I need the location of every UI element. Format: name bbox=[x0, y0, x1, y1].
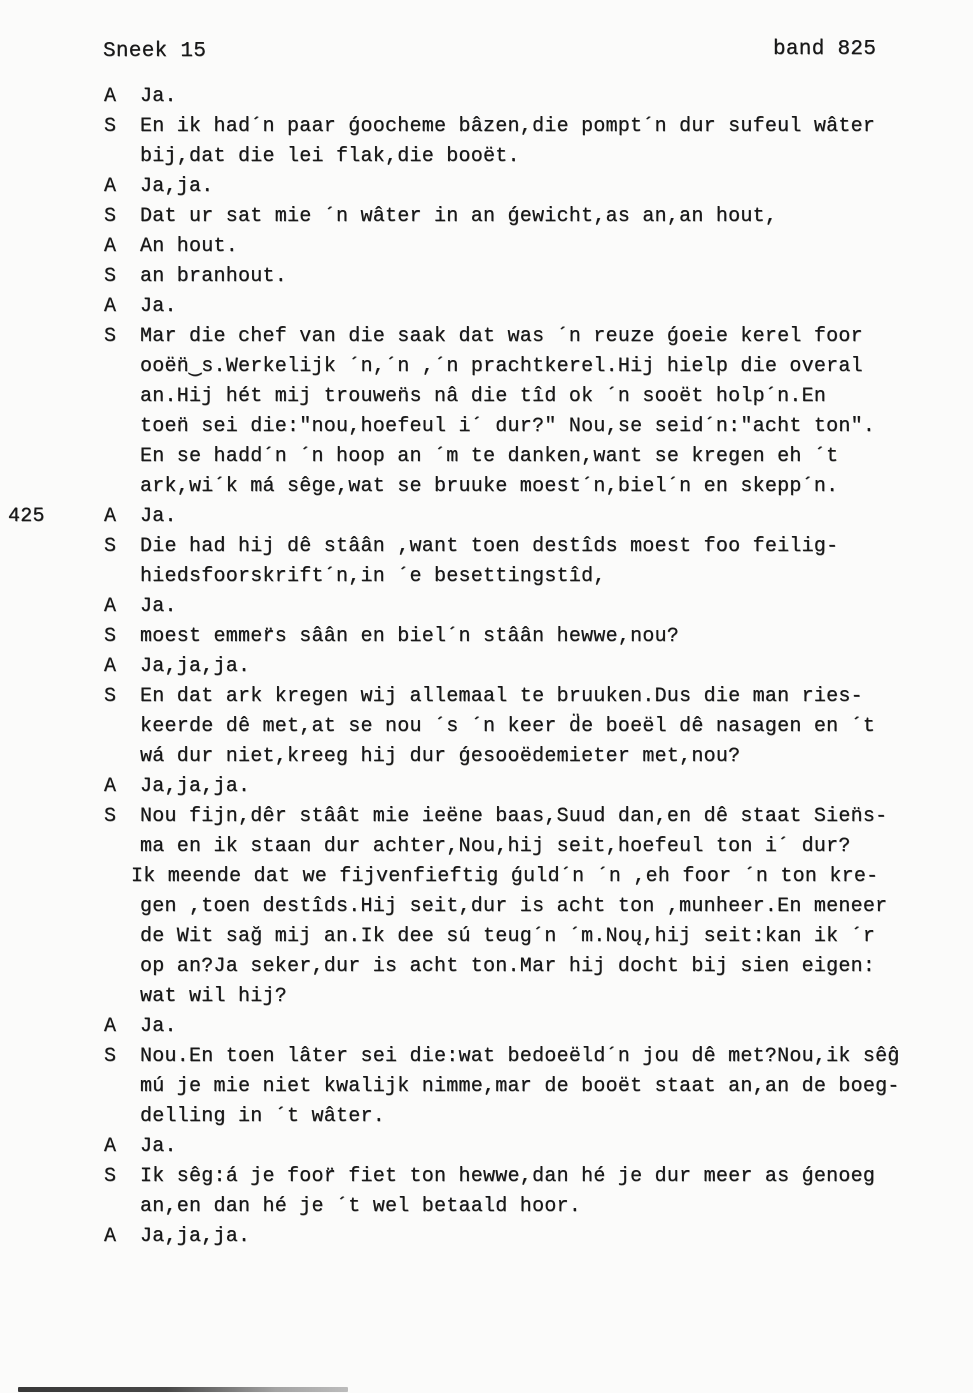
line-text: Ja,ja,ja. bbox=[140, 775, 251, 798]
speaker-label: A bbox=[104, 1015, 117, 1038]
speaker-label: A bbox=[104, 655, 117, 678]
line-text: an branhout. bbox=[140, 265, 288, 288]
speaker-label: A bbox=[104, 295, 117, 318]
transcript-line bbox=[0, 1042, 973, 1072]
transcript-line bbox=[0, 1102, 973, 1132]
speaker-label: A bbox=[104, 1225, 117, 1248]
transcript-line bbox=[0, 352, 973, 382]
line-text: Ik meende dat we fijvenfieftig ǵuld´n ´n ,eh foor ´n ton kre- bbox=[131, 865, 879, 888]
transcript-line bbox=[0, 412, 973, 442]
transcript-line bbox=[0, 1132, 973, 1162]
line-text: Ja,ja. bbox=[140, 175, 214, 198]
speaker-label: S bbox=[104, 1165, 117, 1188]
speaker-label: S bbox=[104, 685, 117, 708]
transcript-line bbox=[0, 742, 973, 772]
transcript-line bbox=[0, 682, 973, 712]
line-text: Ik sêg:á je foor̈ fiet ton hewwe,dan hé je dur meer as ǵenoeg bbox=[140, 1165, 876, 1188]
line-text: delling in ´t wâter. bbox=[140, 1105, 386, 1128]
transcript-line bbox=[0, 172, 973, 202]
line-text: En se hadd´n ´n hoop an ´m te danken,want se kregen eh ´t bbox=[140, 445, 839, 468]
line-text: Mar die chef van die saak dat was ´n reuze ǵoeie kerel foor bbox=[140, 325, 863, 348]
scan-artifact-bottom bbox=[18, 1387, 348, 1392]
transcript-line bbox=[0, 112, 973, 142]
line-text: bij,dat die lei flak,die booët. bbox=[140, 145, 520, 168]
transcript-body bbox=[0, 82, 973, 1252]
transcript-line bbox=[0, 1192, 973, 1222]
line-text: ooën̈‿s.Werkelijk ´n,´n ,´n prachtkerel.Hij hielp die overal bbox=[140, 355, 863, 378]
line-text: An hout. bbox=[140, 235, 239, 258]
transcript-line bbox=[0, 982, 973, 1012]
transcript-line bbox=[0, 772, 973, 802]
transcript-line bbox=[0, 802, 973, 832]
speaker-label: S bbox=[104, 205, 117, 228]
speaker-label: S bbox=[104, 535, 117, 558]
line-text: Ja. bbox=[140, 1015, 177, 1038]
speaker-label: S bbox=[104, 805, 117, 828]
line-text: Ja,ja,ja. bbox=[140, 655, 251, 678]
band-number: band 825 bbox=[773, 38, 877, 61]
transcript-line bbox=[0, 442, 973, 472]
transcript-line bbox=[0, 712, 973, 742]
line-text: an,en dan hé je ´t wel betaald hoor. bbox=[140, 1195, 582, 1218]
speaker-label: A bbox=[104, 595, 117, 618]
line-text: wat wil hij? bbox=[140, 985, 288, 1008]
transcript-line bbox=[0, 232, 973, 262]
transcript-line bbox=[0, 322, 973, 352]
speaker-label: A bbox=[104, 235, 117, 258]
line-text: Ja. bbox=[140, 85, 177, 108]
transcript-line bbox=[0, 562, 973, 592]
transcript-line bbox=[0, 142, 973, 172]
speaker-label: A bbox=[104, 505, 117, 528]
line-text: Ja. bbox=[140, 505, 177, 528]
margin-line-number: 425 bbox=[8, 505, 45, 528]
line-text: de Wit sağ mij an.Ik dee sú teug´n ´m.Noų,hij seit:kan ik ´r bbox=[140, 925, 876, 948]
transcript-line bbox=[0, 1222, 973, 1252]
speaker-label: A bbox=[104, 775, 117, 798]
line-text: mú je mie niet kwalijk nimme,mar de booët staat an,an de boeg- bbox=[140, 1075, 900, 1098]
line-text: an.Hij hét mij trouwen̈s nâ die tîd ok ´n sooët holp´n.En bbox=[140, 385, 827, 408]
speaker-label: A bbox=[104, 175, 117, 198]
document-title: Sneek 15 bbox=[103, 40, 207, 63]
transcript-line bbox=[0, 1012, 973, 1042]
transcript-line bbox=[0, 592, 973, 622]
transcript-line bbox=[0, 922, 973, 952]
line-text: gen ,toen destîds.Hij seit,dur is acht ton ,munheer.En meneer bbox=[140, 895, 888, 918]
speaker-label: S bbox=[104, 625, 117, 648]
speaker-label: A bbox=[104, 1135, 117, 1158]
line-text: Dat ur sat mie ´n wâter in an ǵewicht,as an,an hout, bbox=[140, 205, 778, 228]
line-text: En ik had´n paar ǵoocheme bâzen,die pompt´n dur sufeul wâter bbox=[140, 115, 876, 138]
transcript-line bbox=[0, 952, 973, 982]
line-text: hiedsfoorskrift´n,in ´e besettingstîd, bbox=[140, 565, 606, 588]
line-text: ma en ik staan dur achter,Nou,hij seit,hoefeul ton i´ dur? bbox=[140, 835, 851, 858]
transcript-line bbox=[0, 652, 973, 682]
line-text: Nou.En toen lâter sei die:wat bedoeëld´n jou dê met?Nou,ik sêĝ bbox=[140, 1045, 900, 1068]
transcript-line bbox=[0, 502, 973, 532]
transcript-line bbox=[0, 382, 973, 412]
line-text: op an?Ja seker,dur is acht ton.Mar hij docht bij sien eigen: bbox=[140, 955, 876, 978]
line-text: En dat ark kregen wij allemaal te bruuken.Dus die man ries- bbox=[140, 685, 863, 708]
transcript-line bbox=[0, 1072, 973, 1102]
line-text: keerde dê met,at se nou ´s ´n keer d̈e boeël dê nasagen en ´t bbox=[140, 715, 876, 738]
line-text: Ja. bbox=[140, 295, 177, 318]
transcript-line bbox=[0, 1162, 973, 1192]
line-text: Ja,ja,ja. bbox=[140, 1225, 251, 1248]
line-text: moest emmer̈s sâân en biel´n stâân hewwe,nou? bbox=[140, 625, 680, 648]
line-text: Ja. bbox=[140, 1135, 177, 1158]
transcript-line bbox=[0, 532, 973, 562]
speaker-label: S bbox=[104, 1045, 117, 1068]
transcript-line bbox=[0, 892, 973, 922]
line-text: Ja. bbox=[140, 595, 177, 618]
speaker-label: A bbox=[104, 85, 117, 108]
line-text: ark,wi´k má sêge,wat se bruuke moest´n,biel´n en skepp´n. bbox=[140, 475, 839, 498]
transcript-line bbox=[0, 292, 973, 322]
transcript-line bbox=[0, 832, 973, 862]
transcript-line bbox=[0, 622, 973, 652]
speaker-label: S bbox=[104, 115, 117, 138]
transcript-line bbox=[0, 202, 973, 232]
speaker-label: S bbox=[104, 265, 117, 288]
line-text: toen̈ sei die:"nou,hoefeul i´ dur?" Nou,se seid´n:"acht ton". bbox=[140, 415, 876, 438]
line-text: Die had hij dê stâân ,want toen destîds moest foo feilig- bbox=[140, 535, 839, 558]
speaker-label: S bbox=[104, 325, 117, 348]
line-text: Nou fijn,dêr stâât mie ieëne baas,Suud dan,en dê staat Sien̈s- bbox=[140, 805, 888, 828]
transcript-line bbox=[0, 82, 973, 112]
transcript-line bbox=[0, 472, 973, 502]
transcript-line bbox=[0, 862, 973, 892]
line-text: wá dur niet,kreeg hij dur ǵesooëdemieter met,nou? bbox=[140, 745, 741, 768]
transcript-line bbox=[0, 262, 973, 292]
